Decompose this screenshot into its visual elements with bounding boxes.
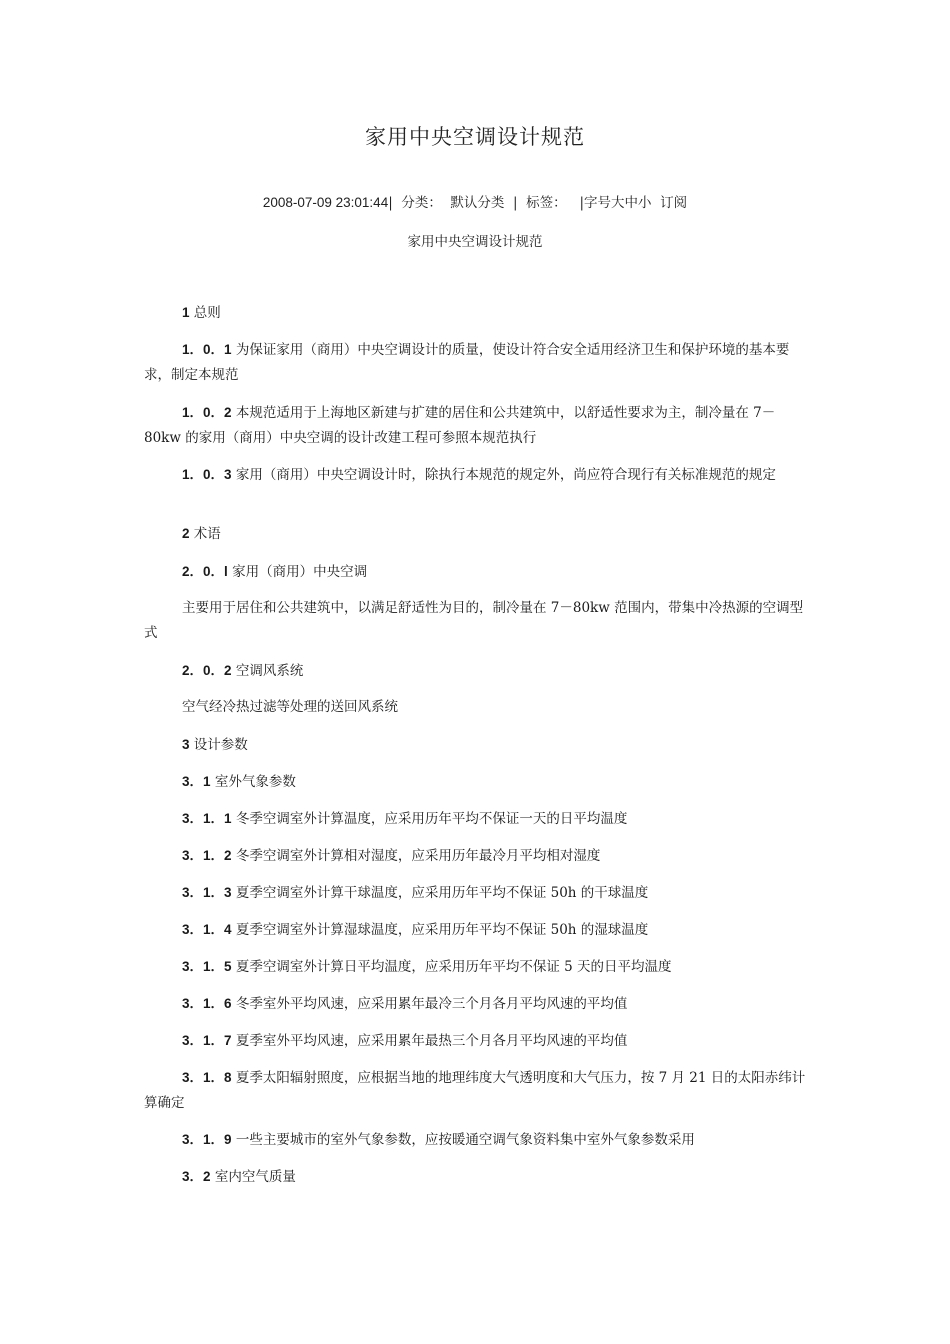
paragraph [144,991,809,1017]
paragraph [144,806,809,832]
clause-number: 2 [182,526,190,541]
clause-number: 3．1 [182,774,211,789]
paragraph-text: 一些主要城市的室外气象参数，应按暖通空调气象资料集中室外气象参数采用 [231,1132,695,1148]
paragraph-text: 家用（商用）中央空调设计时，除执行本规范的规定外，尚应符合现行有关标准规范的规定 [231,467,776,483]
paragraph-text: 本规范适用于上海地区新建与扩建的居住和公共建筑中，以舒适性要求为主，制冷量在 7－80kw 的家用（商用）中央空调的设计改建工程可参照本规范执行 [144,405,776,446]
clause-number: 1．0．2 [182,405,232,420]
paragraph [144,732,809,758]
clause-number: 3．1．7 [182,1033,232,1048]
clause-number: 3．1．9 [182,1132,232,1147]
clause-number: 3．1．2 [182,848,232,863]
paragraph-text: 为保证家用（商用）中央空调设计的质量，使设计符合安全适用经济卫生和保护环境的基本要求，制定本规范 [144,342,790,383]
clause-number: 3．1．4 [182,922,232,937]
paragraph-text: 夏季空调室外计算湿球温度，应采用历年平均不保证 50h 的湿球温度 [231,922,649,938]
paragraph-text: 空气经冷热过滤等处理的送回风系统 [182,699,398,715]
clause-number: 3 [182,737,190,752]
clause-number: 3．1．8 [182,1070,232,1085]
paragraph-text: 夏季室外平均风速，应采用累年最热三个月各月平均风速的平均值 [231,1033,628,1049]
paragraph [144,300,809,326]
paragraph-text: 夏季太阳辐射照度，应根据当地的地理纬度大气透明度和大气压力，按 7 月 21 日的太阳赤纬计算确定 [144,1070,806,1111]
paragraph [144,337,809,388]
document-title: 家用中央空调设计规范 [365,125,585,149]
paragraph [144,1164,809,1190]
paragraph-text: 冬季空调室外计算温度，应采用历年平均不保证一天的日平均温度 [231,811,628,827]
clause-number: 3．1．1 [182,811,232,826]
paragraph [144,880,809,906]
paragraph [144,462,809,488]
clause-number: 2．0．2 [182,663,232,678]
clause-number: 1．0．1 [182,342,232,357]
paragraph-text: 空调风系统 [231,663,304,679]
paragraph [144,1028,809,1054]
paragraph [144,1065,809,1116]
clause-number: 3．2 [182,1169,211,1184]
clause-number: 2．0．l [182,564,228,579]
clause-number: 3．1．5 [182,959,232,974]
paragraph-text: 冬季室外平均风速，应采用累年最冷三个月各月平均风速的平均值 [231,996,628,1012]
paragraph-text: 夏季空调室外计算日平均温度，应采用历年平均不保证 5 天的日平均温度 [231,959,672,975]
paragraph-text: 术语 [189,526,221,542]
clause-number: 3．1．6 [182,996,232,1011]
paragraph [144,596,809,646]
paragraph [144,917,809,943]
paragraph [144,954,809,980]
paragraph-text: 夏季空调室外计算干球温度，应采用历年平均不保证 50h 的干球温度 [231,885,649,901]
paragraph-text: 室外气象参数 [210,774,296,790]
paragraph [144,1127,809,1153]
paragraph [144,521,809,547]
paragraph-text: 冬季空调室外计算相对湿度，应采用历年最冷月平均相对湿度 [231,848,601,864]
paragraph-text: 室内空气质量 [210,1169,296,1185]
clause-number: 1 [182,305,190,320]
paragraph-text: 家用（商用）中央空调 [227,564,368,580]
paragraph [144,658,809,684]
paragraph [144,400,809,451]
clause-number: 3．1．3 [182,885,232,900]
paragraph [144,559,809,585]
post-datetime: 2008-07-09 23:01:44 [262,195,389,210]
paragraph [144,843,809,869]
paragraph-text: 主要用于居住和公共建筑中，以满足舒适性为目的，制冷量在 7－80kw 范围内，带集中冷热源的空调型式 [144,600,804,641]
post-meta-rest: | 分类： 默认分类 | 标签： |字号大中小 订阅 [388,195,688,211]
paragraph [144,695,809,720]
post-meta [0,191,950,211]
paragraph-text: 设计参数 [189,737,248,753]
clause-number: 1．0．3 [182,467,232,482]
paragraph [144,769,809,795]
paragraph-text: 总则 [189,305,221,321]
document-subtitle: 家用中央空调设计规范 [407,234,543,250]
